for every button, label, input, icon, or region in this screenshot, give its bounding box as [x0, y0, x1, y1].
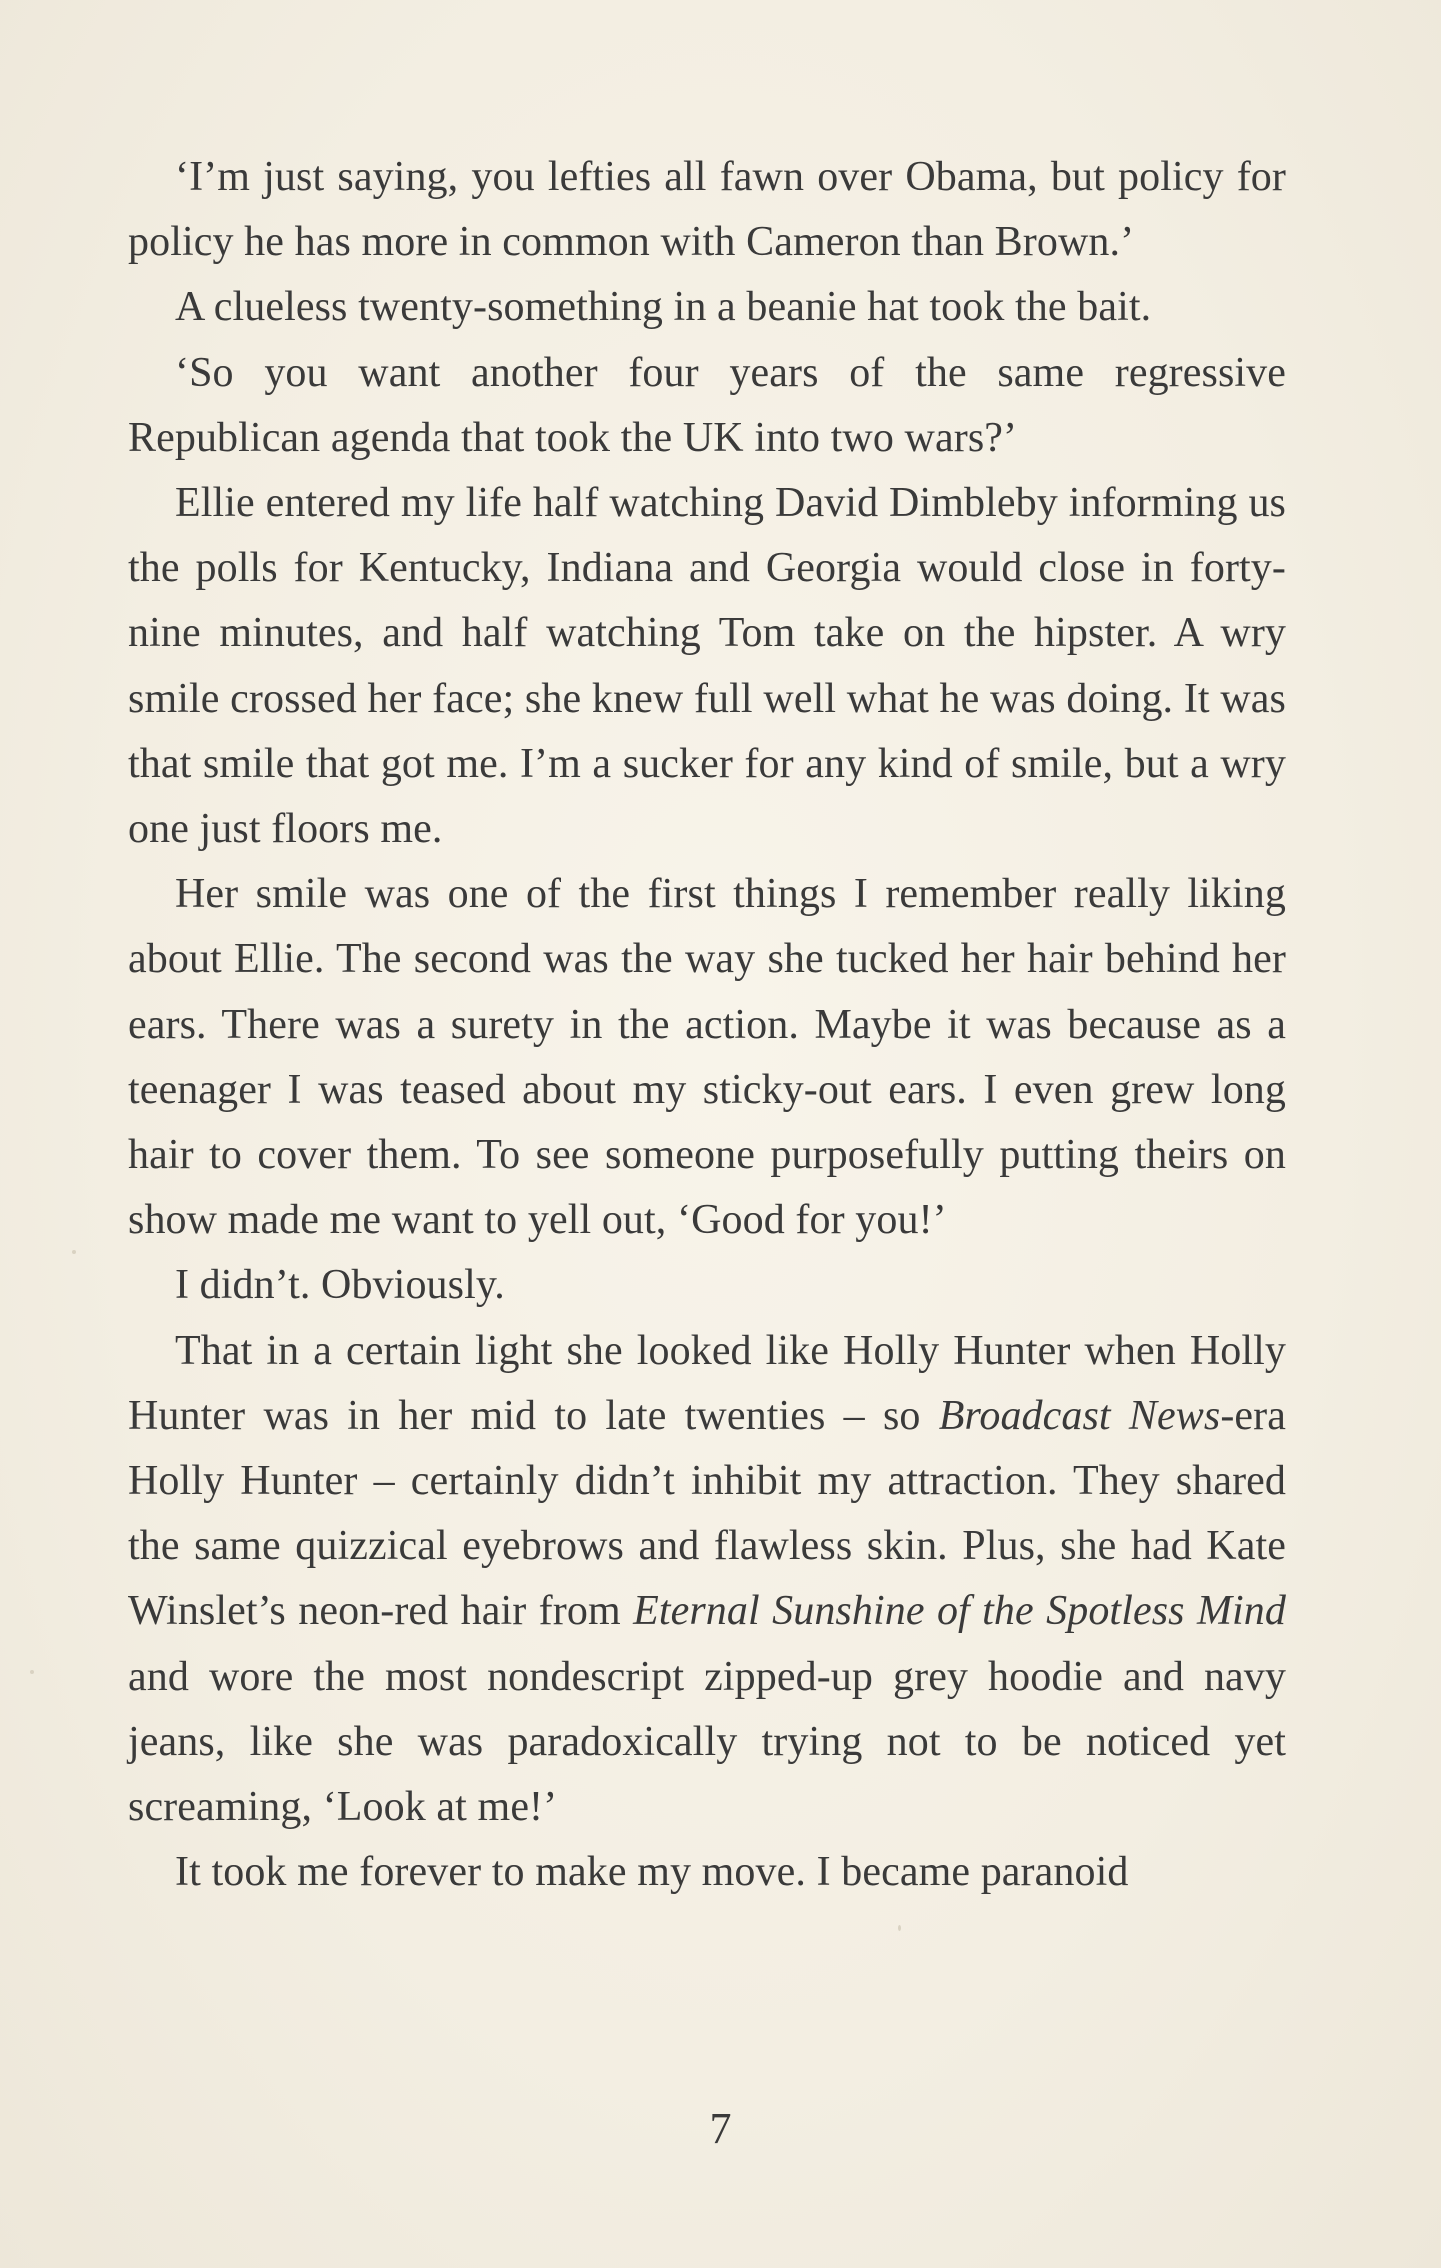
text-run: Her smile was one of the first things I remember really liking about Ellie. The second was the way she tucked her hair behind her ears. There was a surety in the action. Maybe it was because as a teenager I was teased about my sticky-out ears. I even grew long hair to cover them. To see someone purposefully putting theirs on show made me want to yell out, ‘Good for you!’ — [128, 871, 1286, 1244]
text-run: A clueless twenty-something in a beanie hat took the bait. — [175, 284, 1152, 331]
paragraph — [128, 471, 1286, 862]
film-title-italic: Broadcast News — [938, 1392, 1221, 1439]
text-run: and wore the most nondescript zipped-up grey hoodie and navy jeans, like she was paradoxically trying not to be noticed yet screaming, ‘Look at me!’ — [128, 1653, 1286, 1831]
paragraph — [128, 1253, 1286, 1318]
text-run: ‘So you want another four years of the same regressive Republican agenda that took the UK into two wars?’ — [128, 349, 1286, 461]
paragraph — [128, 341, 1286, 471]
paragraph — [128, 862, 1286, 1253]
text-run: I didn’t. Obviously. — [175, 1262, 505, 1309]
film-title-italic: Eternal Sunshine of the Spotless Mind — [633, 1588, 1287, 1635]
paper-speck — [898, 1925, 901, 1931]
page-number: 7 — [709, 2104, 732, 2153]
paragraph — [128, 1840, 1286, 1905]
paragraph — [128, 275, 1286, 340]
body-text — [128, 145, 1286, 1905]
paragraph — [128, 145, 1286, 275]
text-run: -era Holly Hunter – certainly didn’t inhibit my attraction. They shared the same quizzical eyebrows and flawless skin. Plus, she had Kate Winslet’s neon-red hair from — [128, 1392, 1286, 1635]
paper-speck — [30, 1670, 34, 1674]
paper-speck — [72, 1250, 76, 1254]
paragraph — [128, 1319, 1286, 1841]
text-run: That in a certain light she looked like Holly Hunter when Holly Hunter was in her mid to late twenties – so — [128, 1327, 1286, 1439]
text-run: Ellie entered my life half watching David Dimbleby informing us the polls for Kentucky, Indiana and Georgia would close in forty-nine minutes, and half watching Tom take on the hipster. A wry smile crossed her face; she knew full well what he was doing. It was that smile that got me. I’m a sucker for any kind of smile, but a wry one just floors me. — [128, 480, 1286, 853]
text-run: ‘I’m just saying, you lefties all fawn over Obama, but policy for policy he has more in common with Cameron than Brown.’ — [128, 154, 1286, 266]
text-run: It took me forever to make my move. I became paranoid — [175, 1849, 1129, 1896]
